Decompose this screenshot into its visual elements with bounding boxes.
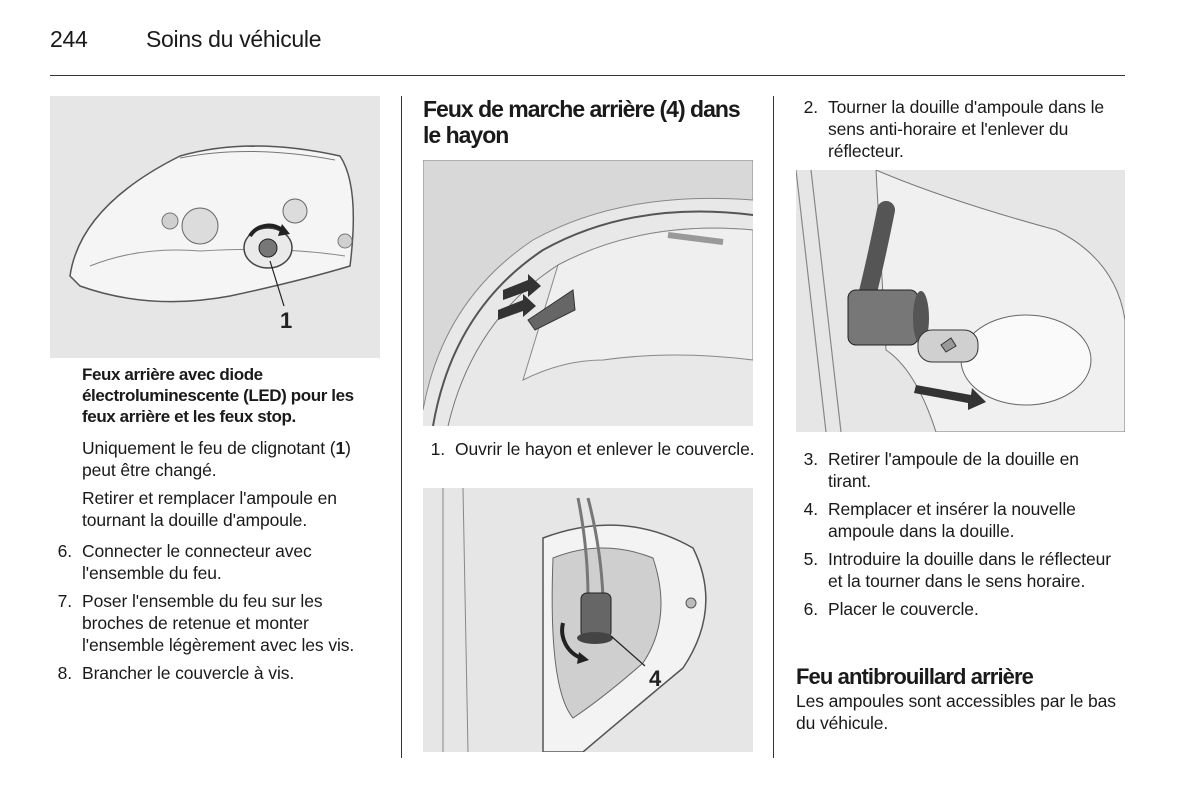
- paragraph-fog-light: Les ampoules sont accessibles par le bas du véhicule.: [796, 691, 1116, 733]
- list-item: 1. Ouvrir le hayon et enlever le couvercle.: [430, 439, 755, 459]
- column-divider-right: [773, 96, 774, 758]
- left-caption-block: [82, 364, 387, 427]
- left-paragraphs: [82, 437, 387, 531]
- middle-heading-block: [423, 96, 758, 148]
- column-divider-left: [401, 96, 402, 758]
- callout-reference: 1: [335, 438, 346, 458]
- figure-caption: Feux arrière avec diode électroluminescente (LED) pour les feux arrière et les feux stop.: [82, 365, 354, 426]
- tailgate-lamp-socket-illustration: [423, 488, 753, 752]
- section-heading-rear-fog-light: Feu antibrouillard arrière: [796, 664, 1034, 689]
- page-header: [50, 26, 321, 58]
- list-item: 2. Tourner la douille d'ampoule dans le sens anti-horaire et l'enlever du réflecteur.: [803, 97, 1105, 161]
- tailgate-cover-illustration: [423, 160, 753, 426]
- step-text: Introduire la douille dans le réflecteur et la tourner dans le sens horaire.: [828, 549, 1111, 591]
- middle-step-1: [423, 438, 758, 460]
- step-text: Tourner la douille d'ampoule dans le sens anti-horaire et l'enlever du réflecteur.: [828, 97, 1105, 161]
- paragraph-replace: Retirer et remplacer l'ampoule en tournant la douille d'ampoule.: [82, 488, 337, 530]
- bulb-socket-removal-illustration: [796, 170, 1125, 432]
- step-text: Ouvrir le hayon et enlever le couvercle.: [455, 439, 755, 459]
- step-text: Poser l'ensemble du feu sur les broches de retenue et monter l'ensemble légèrement avec les vis.: [82, 591, 355, 655]
- fog-light-section: [796, 664, 1126, 734]
- chapter-title: Soins du véhicule: [146, 26, 322, 52]
- section-heading-reversing-lights: Feux de marche arrière (4) dans le hayon: [423, 96, 740, 148]
- step-text: Connecter le connecteur avec l'ensemble du feu.: [82, 541, 312, 583]
- step-text: Placer le couvercle.: [828, 599, 979, 619]
- figure-callout-4: 4: [649, 666, 662, 691]
- list-item: 8. Brancher le couvercle à vis.: [57, 663, 295, 683]
- list-item: 6. Connecter le connecteur avec l'ensemble du feu.: [57, 541, 312, 583]
- list-item: 6. Placer le couvercle.: [803, 599, 979, 619]
- step-text: Remplacer et insérer la nouvelle ampoule dans la douille.: [828, 499, 1076, 541]
- header-rule: [50, 75, 1125, 76]
- step-text: Retirer l'ampoule de la douille en tirant.: [828, 449, 1079, 491]
- list-item: 3. Retirer l'ampoule de la douille en tirant.: [803, 449, 1079, 491]
- list-item: 7. Poser l'ensemble du feu sur les broches de retenue et monter l'ensemble légèrement avec les vis.: [57, 591, 355, 655]
- paragraph-blinker: Uniquement le feu de clignotant (1) peut être changé.: [82, 438, 351, 480]
- list-item: 5. Introduire la douille dans le réflecteur et la tourner dans le sens horaire.: [803, 549, 1111, 591]
- tail-light-led-illustration: [50, 96, 380, 358]
- list-item: 4. Remplacer et insérer la nouvelle ampoule dans la douille.: [803, 499, 1076, 541]
- right-step-2: [796, 96, 1126, 162]
- page-number: 244: [50, 26, 88, 52]
- right-steps: [796, 448, 1126, 620]
- left-steps: [50, 540, 385, 684]
- figure-callout-1: 1: [280, 308, 293, 333]
- step-text: Brancher le couvercle à vis.: [82, 663, 295, 683]
